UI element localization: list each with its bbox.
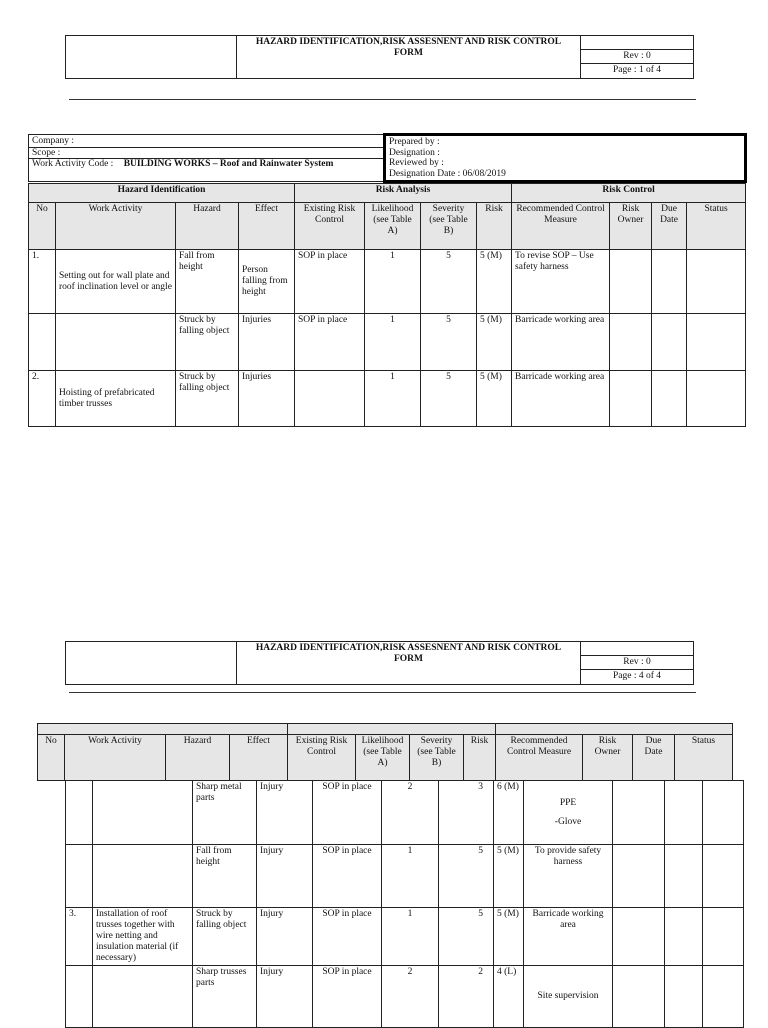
company-scope-code — [29, 135, 385, 182]
form-header-page4 — [65, 641, 694, 685]
section-risk-control: Risk Control — [512, 184, 746, 203]
col-status: Status — [687, 203, 746, 250]
revision-label: Rev : 0 — [581, 656, 694, 670]
section-band — [288, 724, 496, 735]
col-owner: Risk Owner — [583, 735, 633, 781]
table-row: Struck by falling object Injuries SOP in place 1 5 5 (M) Barricade working area — [29, 314, 746, 371]
risk-table-page4 — [65, 780, 744, 1028]
col-likelihood: Likelihood (see Table A) — [356, 735, 410, 781]
col-due: Due Date — [652, 203, 687, 250]
info-block — [28, 133, 747, 183]
form-title: HAZARD IDENTIFICATION,RISK ASSESNENT AND RISK CONTROL FORM — [237, 642, 581, 685]
company-label: Company : — [32, 136, 74, 146]
table-row: Sharp trusses parts Injury SOP in place 2 2 4 (L) Site supervision — [66, 966, 744, 1028]
prepared-by: Prepared by : — [389, 137, 440, 147]
scope-label: Scope : — [29, 147, 383, 159]
table-row: Sharp metal parts Injury SOP in place 2 3 6 (M) PPE -Glove — [66, 781, 744, 845]
col-existing: Existing Risk Control — [295, 203, 365, 250]
page-number: Page : 1 of 4 — [581, 64, 694, 79]
col-likelihood: Likelihood (see Table A) — [365, 203, 421, 250]
table-row: 3. Installation of roof trusses together with wire netting and insulation material (if necessary) Struck by falling object Injury SOP in place 1 5 5 (M) Barricade working area — [66, 908, 744, 966]
col-no: No — [38, 735, 65, 781]
prepared-block — [385, 135, 746, 182]
reviewed-by: Reviewed by : — [389, 158, 444, 168]
table-row: 2. Hoisting of prefabricated timber trusses Struck by falling object Injuries 1 5 5 (M) Barricade working area — [29, 371, 746, 427]
form-title: HAZARD IDENTIFICATION,RISK ASSESNENT AND RISK CONTROL FORM — [237, 36, 581, 79]
logo-cell — [66, 642, 237, 685]
col-risk: Risk — [477, 203, 512, 250]
col-work-activity: Work Activity — [65, 735, 166, 781]
col-severity: Severity (see Table B) — [410, 735, 464, 781]
col-existing: Existing Risk Control — [288, 735, 356, 781]
col-effect: Effect — [230, 735, 288, 781]
designation-date: Designation Date : 06/08/2019 — [389, 168, 506, 179]
divider-line — [69, 692, 696, 693]
table-row: 1. Setting out for wall plate and roof inclination level or angle Fall from height Person falling from height SOP in place 1 5 5 (M) To revise SOP – Use safety harness — [29, 250, 746, 314]
col-work-activity: Work Activity — [56, 203, 176, 250]
form-header-page1 — [65, 35, 694, 79]
col-hazard: Hazard — [166, 735, 230, 781]
risk-table-page1 — [28, 183, 746, 427]
header-blank-cell — [581, 642, 694, 656]
section-hazard-identification: Hazard Identification — [29, 184, 295, 203]
section-band — [496, 724, 733, 735]
work-code-label: Work Activity Code : — [32, 159, 114, 169]
revision-label: Rev : 0 — [581, 50, 694, 64]
col-recommended: Recommended Control Measure — [496, 735, 583, 781]
table-row: Fall from height Injury SOP in place 1 5 5 (M) To provide safety harness — [66, 845, 744, 908]
col-status: Status — [675, 735, 733, 781]
col-effect: Effect — [239, 203, 295, 250]
col-recommended: Recommended Control Measure — [512, 203, 610, 250]
section-band — [38, 724, 288, 735]
col-no: No — [29, 203, 56, 250]
col-risk: Risk — [464, 735, 496, 781]
risk-table-page4-header — [37, 723, 733, 781]
divider-line — [69, 99, 696, 100]
col-hazard: Hazard — [176, 203, 239, 250]
col-due: Due Date — [633, 735, 675, 781]
col-owner: Risk Owner — [610, 203, 652, 250]
section-risk-analysis: Risk Analysis — [295, 184, 512, 203]
designation: Designation : — [389, 147, 440, 158]
logo-cell — [66, 36, 237, 79]
col-severity: Severity (see Table B) — [421, 203, 477, 250]
page-number: Page : 4 of 4 — [581, 670, 694, 685]
work-code-value: BUILDING WORKS – Roof and Rainwater System — [123, 159, 334, 169]
header-blank-cell — [581, 36, 694, 50]
